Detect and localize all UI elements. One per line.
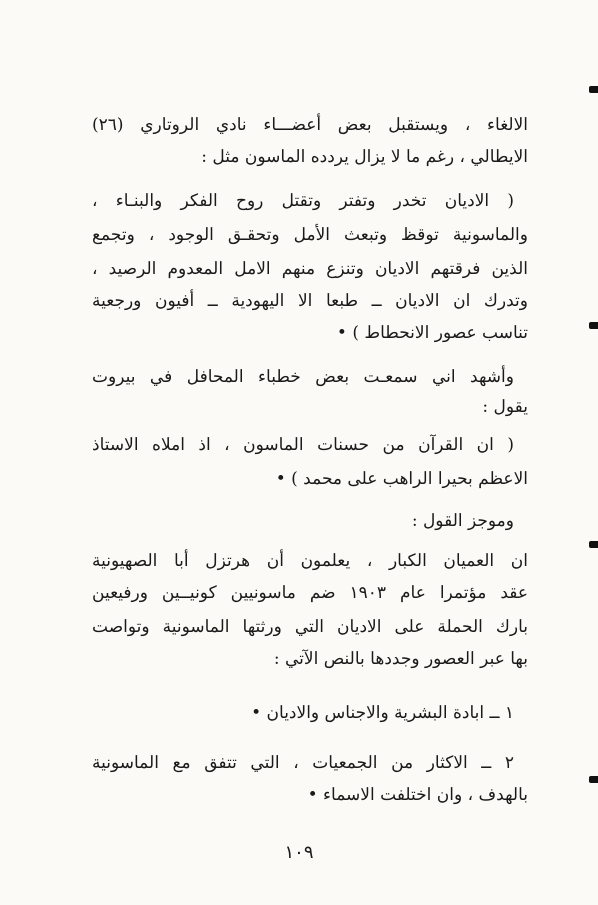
text-line-15: بارك الحملة على الاديان التي ورثتها الماسونية وتواصت xyxy=(92,617,528,637)
text-line-4: والماسونية توقظ وتبعث الأمل وتحقـق الوجود ، وتجمع xyxy=(92,225,528,245)
text-line-6: وتدرك ان الاديان ــ طبعا الا اليهودية ــ أفيون ورجعية xyxy=(92,291,528,311)
text-line-3: ( الاديان تخدر وتفتر وتقتل روح الفكر والبنـاء ، xyxy=(92,191,514,211)
text-line-10: ( ان القرآن من حسنات الماسون ، اذ املاه الاستاذ xyxy=(92,435,514,455)
page-number: ١٠٩ xyxy=(284,842,314,863)
text-line-12: وموجز القول : xyxy=(411,511,514,531)
text-line-7: تناسب عصور الانحطاط ) • xyxy=(336,323,528,343)
edge-mark-1 xyxy=(589,86,598,93)
text-line-11: الاعظم بحيرا الراهب على محمد ) • xyxy=(275,469,528,489)
text-line-5: الذين فرقتهم الاديان وتنزع منهم الامل المعدوم الرصيد ، xyxy=(92,259,528,279)
text-line-19: بالهدف ، وان اختلفت الاسماء • xyxy=(307,785,528,805)
text-line-17: ١ ــ ابادة البشرية والاجناس والاديان • xyxy=(251,703,514,723)
edge-mark-2 xyxy=(589,322,598,329)
text-line-14: عقد مؤتمرا عام ١٩٠٣ ضم ماسونيين كونيــين ورفيعين xyxy=(92,583,528,603)
text-line-16: بها عبر العصور وجددها بالنص الآتي : xyxy=(273,649,528,669)
text-line-13: ان العميان الكبار ، يعلمون أن هرتزل أبا الصهيونية xyxy=(92,551,528,571)
edge-mark-4 xyxy=(589,776,598,783)
text-line-9: يقول : xyxy=(482,397,528,417)
text-line-1: الالغاء ، ويستقبل بعض أعضـــاء نادي الروتاري (٢٦) xyxy=(92,115,528,135)
edge-mark-3 xyxy=(589,541,598,548)
text-line-2: الايطالي ، رغم ما لا يزال يردده الماسون مثل : xyxy=(201,147,528,167)
text-line-18: ٢ ــ الاكثار من الجمعيات ، التي تتفق مع الماسونية xyxy=(92,753,514,773)
text-line-8: وأشهد اني سمعـت بعض خطباء المحافل في بيروت xyxy=(92,367,514,387)
